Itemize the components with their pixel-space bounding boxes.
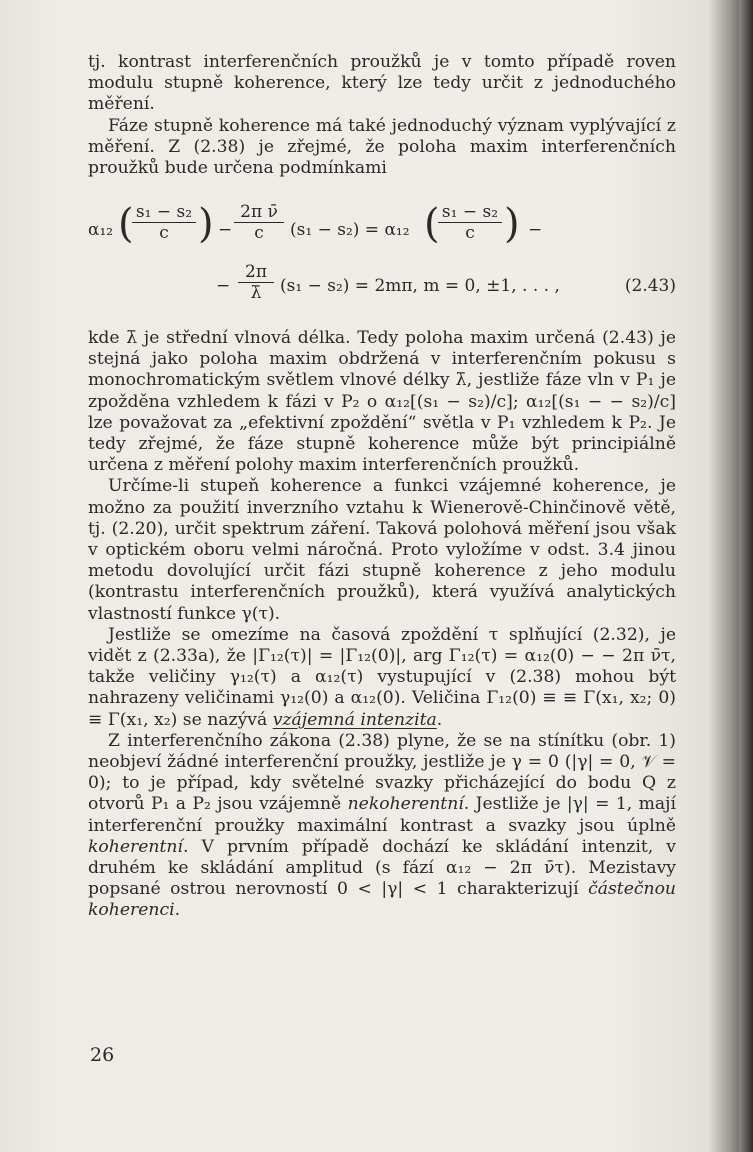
equation-number: (2.43) [624, 276, 676, 296]
equation-line-2 [88, 262, 676, 312]
paragraph-2: Fáze stupně koherence má také jednoduchý význam vyplývající z měření. Z (2.38) je zřejmé, že poloha maxim interferenčních proužků bude určena podmínkami [88, 115, 676, 179]
eq-paren-open: ( [118, 201, 134, 247]
equation-line-1 [88, 200, 676, 260]
page-number: 26 [90, 1044, 115, 1066]
eq2-rest: (s₁ − s₂) = 2mπ, m = 0, ±1, . . . , [280, 276, 560, 296]
paragraph-4: Určíme-li stupeň koherence a funkci vzájemné koherence, je možno za použití inverzního vztahu k Wienerově-Chinčinově větě, tj. (2.20), určit spektrum záření. Taková polohová měření jsou však v optickém oboru velmi náročná. Proto vyložíme v odst. 3.4 jinou metodu dovolující určit fázi stupně koherence z jeho modulu (kontrastu interferenčních proužků), která využívá analytických vlastností funkce γ(τ). [88, 476, 676, 624]
eq-minus-1: − [218, 220, 233, 240]
paragraph-6: Z interferenčního zákona (2.38) plyne, že se na stínítku (obr. 1) neobjeví žádné interferenční proužky, jestliže je γ = 0 (|γ| = 0, 𝒱 = 0); to je případ, kdy světelné svazky přicházející do bodu Q z otvorů P₁ a P₂ jsou vzájemně nekoherentní. Jestliže je |γ| = 1, mají interferenční proužky maximální kontrast a svazky jsou úplně koherentní. V prvním případě dochází ke skládání intenzit, v druhém ke skládání amplitud (s fází α₁₂ − 2π ν̄τ). Mezistavy popsané ostrou nerovností 0 < |γ| < 1 charakterizují částečnou koherenci. [88, 730, 676, 921]
text-column-top [88, 52, 676, 179]
paragraph-5: Jestliže se omezíme na časová zpoždění τ splňující (2.32), je vidět z (2.33a), že |Γ₁₂(τ)| = |Γ₁₂(0)|, arg Γ₁₂(τ) = α₁₂(0) − − 2π ν̄τ, takže veličiny γ₁₂(τ) a α₁₂(τ) vystupující v (2.38) mohou být nahrazeny veličinami γ₁₂(0) a α₁₂(0). Veličina Γ₁₂(0) ≡ ≡ Γ(x₁, x₂; 0) ≡ Γ(x₁, x₂) se nazývá vzájemná intenzita. [88, 624, 676, 730]
eq-alpha: α₁₂ [88, 220, 114, 240]
term-partial-coherence: částečnou koherenci [88, 879, 676, 921]
eq2-minus: − [216, 276, 231, 296]
eq-fraction-3: $\frac{\text{s₁ − s₂}}{c}$ [438, 202, 502, 243]
eq2-fraction: $\frac{2\pi}{\lambdā}$ [238, 262, 274, 303]
page-edge-shadow [739, 0, 753, 1152]
eq-minus-2: − [528, 220, 543, 240]
eq-fraction-2: $\frac{\text{2π ν̄}}{c}$ [234, 202, 284, 243]
text-column-bottom [88, 328, 676, 922]
term-coherent: koherentní [88, 836, 183, 857]
term-incoherent: nekoherentní [347, 794, 464, 815]
eq-paren-close: ) [198, 201, 214, 247]
paragraph-3: kde λ̄ je střední vlnová délka. Tedy poloha maxim určená (2.43) je stejná jako poloha maxim obdržená v interferenčním pokusu s monochromatickým světlem vlnové délky λ̄, jestliže fáze vln v P₁ je zpožděna vzhledem k fázi v P₂ o α₁₂[(s₁ − s₂)/c]; α₁₂[(s₁ − − s₂)/c] lze považovat za „efektivní zpoždění“ světla v P₁ vzhledem k P₂. Je tedy zřejmé, že fáze stupně koherence může být principiálně určena z měření polohy maxim interferenčních proužků. [88, 328, 676, 476]
eq-paren-open-2: ( [424, 201, 440, 247]
eq-fraction-1: $\frac{\text{s₁ − s₂}}{c}$ [132, 202, 196, 243]
eq-paren-close-2: ) [504, 201, 520, 247]
paragraph-1: tj. kontrast interferenčních proužků je v tomto případě roven modulu stupně koherence, který lze tedy určit z jednoduchého měření. [88, 52, 676, 115]
eq-middle: (s₁ − s₂) = α₁₂ [290, 220, 410, 240]
term-mutual-intensity: vzájemná intenzita [272, 709, 437, 730]
